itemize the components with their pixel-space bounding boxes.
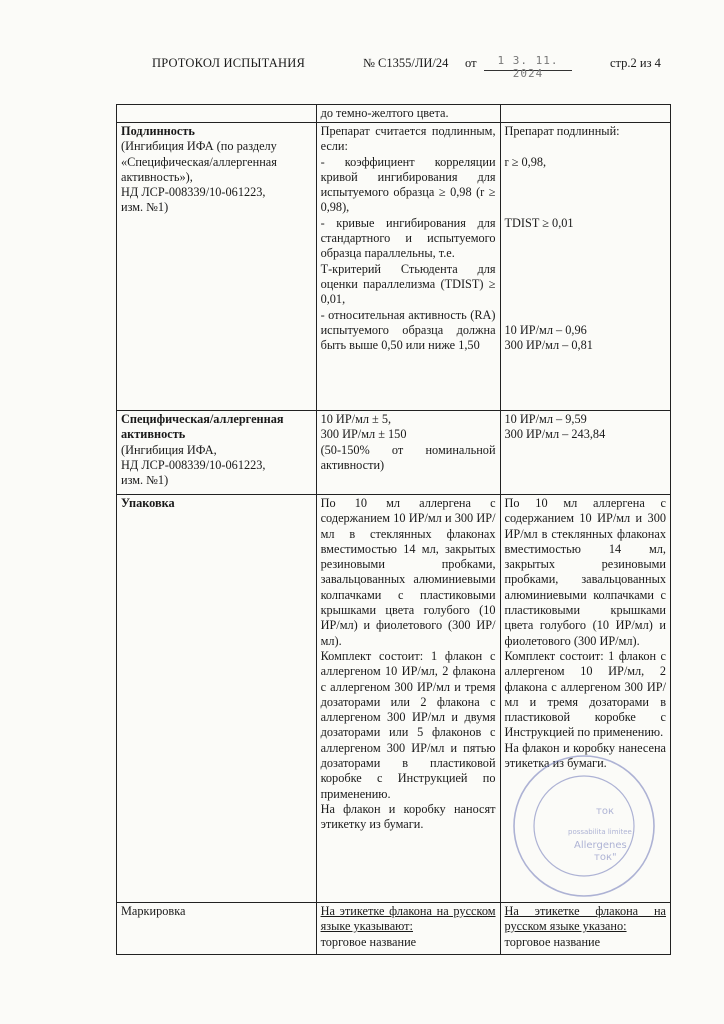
test-protocol-table [116, 104, 671, 955]
requirement-text: 300 ИР/мл ± 150 [320, 427, 407, 442]
result-ra: 300 ИР/мл – 0,81 [504, 338, 593, 353]
table-row [117, 495, 671, 903]
stamp-text: Allergenes [574, 840, 627, 851]
requirement-cell [316, 411, 500, 495]
result-r: r ≥ 0,98, [504, 154, 547, 169]
requirement-text: до темно-желтого цвета. [320, 106, 449, 120]
method-line: (Ингибиция ИФА (по разделу [121, 139, 277, 154]
parameter-name: Маркировка [121, 904, 186, 918]
method-line: НД ЛСР-008339/10-061223, [121, 457, 266, 472]
requirement-text: Т-критерий Стьюдента для оценки параллелизма (TDIST) ≥ 0,01, [320, 261, 496, 307]
requirement-text: Комплект состоит: 1 флакон с аллергеном 10 ИР/мл, 2 флакона с аллергеном 300 ИР/мл и тремя дозаторами или 2 флакона с аллергеном 300 ИР/мл и двумя дозаторами или 5 флаконов с аллергеном 300 ИР/мл и пятью дозаторами в пластиковой коробке с Инструкцией по применению. [320, 648, 496, 801]
method-line: «Специфическая/аллергенная [121, 154, 277, 169]
method-line: (Ингибиция ИФА, [121, 442, 217, 457]
requirement-text: - кривые ингибирования для стандартного и испытуемого образца параллельны, т.е. [320, 215, 496, 261]
method-line: изм. №1) [121, 473, 169, 488]
result-text: 10 ИР/мл – 9,59 [504, 412, 587, 426]
result-text: На флакон и коробку нанесена этикетка из бумаги. [504, 740, 666, 771]
result-cell [500, 123, 670, 411]
requirement-text: - относительная активность (RA) испытуемого образца должна быть выше 0,50 или ниже 1,50 [320, 307, 496, 353]
stamp-text: possabilita limitee [568, 828, 632, 836]
date-prefix: от [465, 56, 477, 70]
table-row [117, 105, 671, 123]
requirement-text: По 10 мл аллергена с содержанием 10 ИР/мл и 300 ИР/мл в стеклянных флаконах вместимостью 14 мл, закрытых резиновыми пробками, завальцованных алюминиевыми колпачками с пластиковыми крышками цвета голубого (10 ИР/мл) и фиолетового (300 ИР/мл). [320, 496, 496, 648]
requirement-text: На флакон и коробку наносят этикетку из бумаги. [320, 801, 496, 832]
table-row [117, 123, 671, 411]
requirement-text: Препарат считается подлинным, если: [320, 124, 496, 154]
protocol-number: № С1355/ЛИ/24 [363, 56, 449, 70]
requirement-cell [316, 495, 500, 903]
requirement-cell [316, 105, 500, 123]
requirement-text: На этикетке флакона на русском языке указывают: [320, 904, 496, 934]
result-cell [500, 105, 670, 123]
parameter-name: Упаковка [121, 496, 175, 510]
result-cell [500, 903, 670, 955]
protocol-title: ПРОТОКОЛ ИСПЫТАНИЯ [152, 56, 306, 70]
result-ra: 10 ИР/мл – 0,96 [504, 322, 587, 337]
page-number: стр.2 из 4 [610, 56, 661, 70]
parameter-cell [117, 105, 317, 123]
parameter-name: Подлинность [121, 124, 195, 138]
method-line: НД ЛСР-008339/10-061223, [121, 185, 266, 200]
method-line: изм. №1) [121, 200, 169, 215]
requirement-text: торговое название [320, 934, 417, 949]
stamp-text: ток [596, 806, 614, 817]
parameter-cell [117, 903, 317, 955]
result-cell [500, 495, 670, 903]
result-text: По 10 мл аллергена с содержанием 10 ИР/мл и 300 ИР/мл в стеклянных флаконах вместимостью 14 мл, закрытых резиновыми пробками, завальцованных алюминиевыми колпачками с пластиковыми крышками цвета голубого (10 ИР/мл) и фиолетового (300 ИР/мл). [504, 496, 666, 648]
result-cell [500, 411, 670, 495]
requirement-text: 10 ИР/мл ± 5, [320, 412, 392, 426]
result-text: Комплект состоит: 1 флакон с аллергеном 10 ИР/мл, 2 флакона с аллергеном 300 ИР/мл и тремя дозаторами в пластиковой коробке с Инструкцией по применению. [504, 648, 666, 740]
requirement-text: - коэффициент корреляции кривой ингибирования для испытуемого образца ≥ 0,98 (r ≥ 0,98), [320, 154, 496, 215]
method-line: активность»), [121, 169, 193, 184]
table-row [117, 411, 671, 495]
result-text: 300 ИР/мл – 243,84 [504, 427, 606, 442]
parameter-cell [117, 411, 317, 495]
requirement-cell [316, 123, 500, 411]
stamp-text: ток" [594, 852, 617, 863]
document-header [0, 54, 724, 78]
result-text: На этикетке флакона на русском языке указано: [504, 904, 666, 934]
protocol-date: 1 3. 11. 2024 [484, 54, 572, 71]
result-text: торговое название [504, 934, 601, 949]
requirement-cell [316, 903, 500, 955]
result-tdist: TDIST ≥ 0,01 [504, 215, 574, 230]
parameter-cell [117, 495, 317, 903]
requirement-text: (50-150% от номинальной активности) [320, 442, 496, 472]
parameter-name: Специфическая/аллергенная активность [121, 412, 284, 442]
result-title: Препарат подлинный: [504, 124, 620, 138]
parameter-cell [117, 123, 317, 411]
table-row [117, 903, 671, 955]
